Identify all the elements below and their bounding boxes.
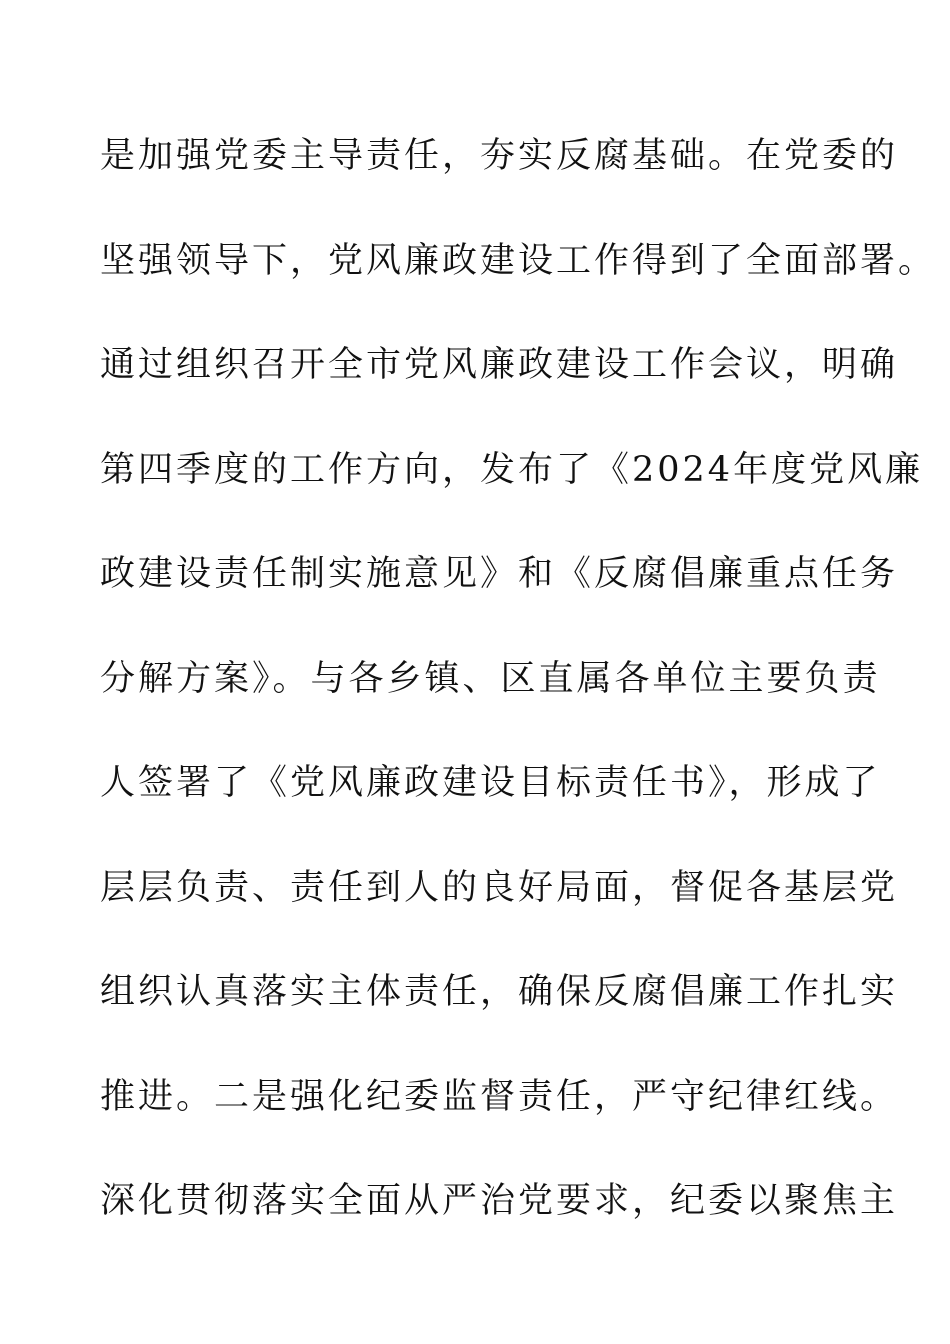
- text-line-8: 层层负责、责任到人的良好局面，督促各基层党: [100, 867, 899, 908]
- text-line-11: 深化贯彻落实全面从严治党要求，纪委以聚焦主: [100, 1181, 899, 1221]
- text-line-7: 人签署了《党风廉政建设目标责任书》，形成了: [100, 763, 881, 803]
- text-line-1: 是加强党委主导责任，夯实反腐基础。在党委的: [100, 136, 899, 176]
- text-line-6: 分解方案》。与各乡镇、区直属各单位主要负责: [100, 658, 881, 699]
- text-line-9: 组织认真落实主体责任，确保反腐倡廉工作扎实: [100, 972, 899, 1012]
- text-line-4: 第四季度的工作方向，发布了《2024年度党风廉: [100, 449, 924, 490]
- text-line-3: 通过组织召开全市党风廉政建设工作会议，明确: [100, 345, 899, 385]
- text-line-5: 政建设责任制实施意见》和《反腐倡廉重点任务: [100, 554, 899, 594]
- text-line-10: 推进。二是强化纪委监督责任，严守纪律红线。: [100, 1076, 899, 1117]
- body-text: [100, 126, 937, 1276]
- text-line-2: 坚强领导下，党风廉政建设工作得到了全面部署。: [100, 240, 937, 281]
